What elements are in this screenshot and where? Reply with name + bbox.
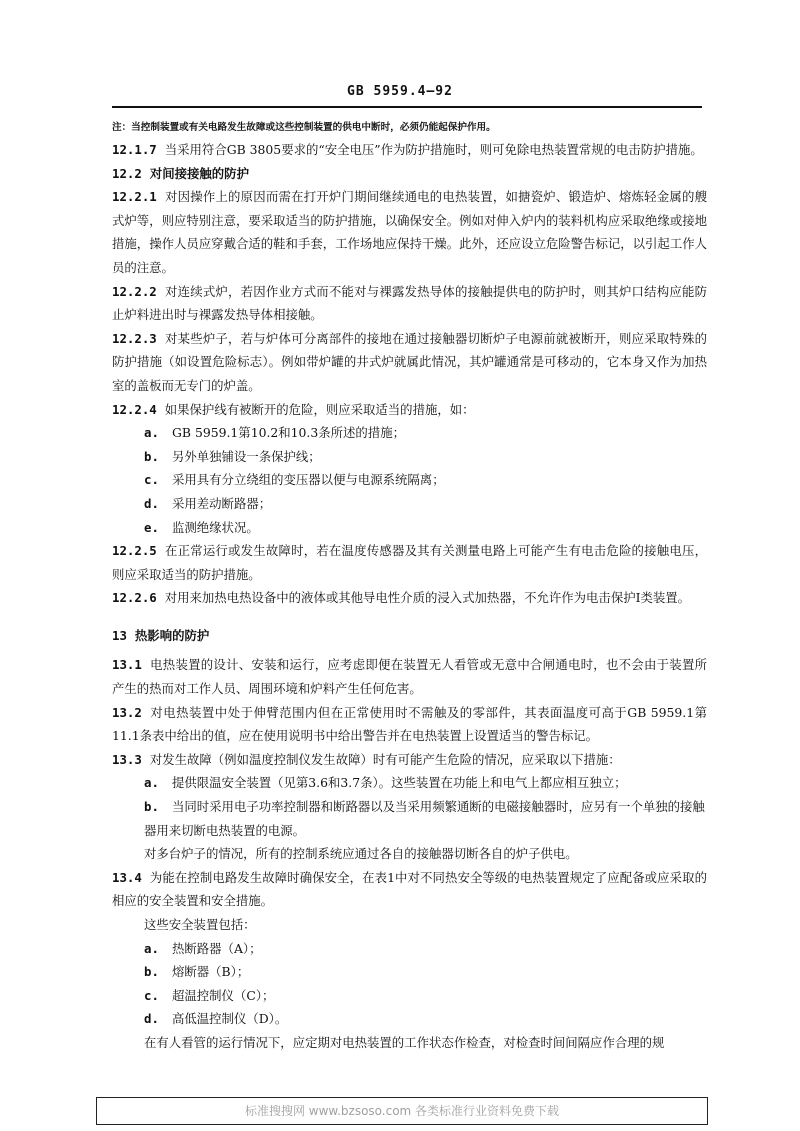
clause-number: 13.3	[112, 751, 142, 767]
item-text: GB 5959.1第10.2和10.3条所述的措施；	[172, 425, 405, 441]
clause-12-1-7	[112, 138, 707, 162]
clause-number: 12.2.1	[112, 189, 157, 205]
clause-text: 对连续式炉，若因作业方式而不能对与裸露发热导体的接触提供电的防护时，则其炉口结构应能防止炉料进出时与裸露发热导体相接触。	[112, 283, 707, 323]
section-number: 13	[112, 627, 127, 643]
clause-12-2-6	[112, 586, 707, 610]
clause-13-3	[112, 748, 707, 772]
item-label: c.	[144, 987, 159, 1003]
list-item	[144, 421, 707, 445]
list-item	[144, 492, 707, 516]
note-text: 注：当控制装置或有关电路发生故障或这些控制装置的供电中断时，必须仍能起保护作用。	[112, 122, 496, 133]
clause-number: 13.2	[112, 704, 142, 720]
list-item	[144, 516, 707, 540]
list-item	[144, 795, 707, 842]
clause-number: 12.2.2	[112, 283, 157, 299]
item-text: 超温控制仪（C）；	[172, 987, 275, 1003]
item-label: b.	[144, 448, 159, 464]
clause-number: 13.4	[112, 869, 142, 885]
item-label: b.	[144, 799, 159, 815]
item-text: 采用差动断路器；	[172, 495, 272, 511]
list-item	[144, 960, 707, 984]
section-13-heading	[112, 624, 707, 648]
item-text: 监测绝缘状况。	[172, 519, 259, 535]
list-item	[144, 468, 707, 492]
item-label: d.	[144, 495, 159, 511]
clause-number: 12.2.3	[112, 330, 157, 346]
item-text: 提供限温安全装置（见第3.6和3.7条）。这些装置在功能上和电气上都应相互独立；	[172, 775, 627, 791]
clause-13-1	[112, 653, 707, 700]
item-text: 高低温控制仪（D）。	[172, 1011, 288, 1027]
item-label: d.	[144, 1011, 159, 1027]
item-label: e.	[144, 519, 159, 535]
clause-12-2-2	[112, 280, 707, 327]
item-text: 采用具有分立绕组的变压器以便与电源系统隔离；	[172, 472, 445, 488]
list-item	[144, 771, 707, 795]
item-label: a.	[144, 775, 159, 791]
item-text: 热断路器（A）；	[172, 940, 262, 956]
clause-text: 对发生故障（例如温度控制仪发生故障）时有可能产生危险的情况，应采取以下措施：	[149, 751, 621, 767]
clause-13-4-intro: 这些安全装置包括：	[144, 917, 256, 932]
clause-number: 13.1	[112, 657, 142, 673]
clause-number: 12.1.7	[112, 142, 157, 157]
clause-12-2	[112, 162, 707, 186]
clause-13-2	[112, 701, 707, 748]
clause-text: 为能在控制电路发生故障时确保安全，在表1中对不同热安全等级的电热装置规定了应配备或应采取的相应的安全装置和安全措施。	[112, 869, 707, 909]
item-label: c.	[144, 472, 159, 488]
list-item	[144, 937, 707, 961]
clause-12-2-5	[112, 539, 707, 586]
item-text: 另外单独铺设一条保护线；	[172, 448, 321, 464]
clause-number: 12.2.5	[112, 543, 157, 559]
clause-text: 对电热装置中处于伸臂范围内但在正常使用时不需触及的零部件，其表面温度可高于GB 5959.1第11.1条表中给出的值，应在使用说明书中给出警告并在电热装置上设置适当的警告标记。	[112, 704, 707, 744]
watermark-footer: 标准搜搜网 www.bzsoso.com 各类标准行业资料免费下载	[96, 1097, 708, 1125]
clause-text: 对因操作上的原因而需在打开炉门期间继续通电的电热装置，如搪瓷炉、锻造炉、熔炼轻金属的艘式炉等，则应特别注意，要采取适当的防护措施，以确保安全。例如对伸入炉内的装料机构应采取绝缘或接地措施，操作人员应穿戴合适的鞋和手套，工作场地应保持干燥。此外，还应设立危险警告标记，以引起工作人员的注意。	[112, 189, 707, 275]
clause-text: 当采用符合GB 3805要求的“安全电压”作为防护措施时，则可免除电热装置常规的电击防护措施。	[164, 142, 703, 157]
item-label: b.	[144, 964, 159, 980]
clause-text: 在正常运行或发生故障时，若在温度传感器及其有关测量电路上可能产生有电击危险的接触电压，则应采取适当的防护措施。	[112, 543, 707, 582]
list-item	[144, 984, 707, 1008]
clause-text: 对用来加热电热设备中的液体或其他导电性介质的浸入式加热器，不允许作为电击保护Ⅰ类装置。	[164, 590, 691, 606]
page-body	[112, 118, 707, 1055]
clause-text: 如果保护线有被断开的危险，则应采取适当的措施，如：	[164, 401, 475, 417]
clause-heading: 对间接接触的防护	[149, 165, 249, 181]
clause-12-2-3	[112, 327, 707, 398]
clause-number: 12.2.6	[112, 590, 157, 606]
section-title: 热影响的防护	[134, 627, 210, 643]
list-item	[144, 445, 707, 469]
item-label: a.	[144, 940, 159, 956]
clause-12-2-4	[112, 398, 707, 422]
header-rule	[112, 106, 702, 108]
clause-text: 电热装置的设计、安装和运行，应考虑即便在装置无人看管或无意中合闸通电时，也不会由于装置所产生的热而对工作人员、周围环境和炉料产生任何危害。	[112, 657, 707, 697]
clause-12-2-1	[112, 185, 707, 279]
clause-number: 12.2	[112, 165, 142, 181]
item-label: a.	[144, 425, 159, 441]
clause-13-3-tail: 对多台炉子的情况，所有的控制系统应通过各自的接触器切断各自的炉子供电。	[144, 846, 578, 862]
clause-text: 对某些炉子，若与炉体可分离部件的接地在通过接触器切断炉子电源前就被断开，则应采取特殊的防护措施（如设置危险标志）。例如带炉罐的井式炉就属此情况，其炉罐通常是可移动的，它本身又作为加热室的盖板而无专门的炉盖。	[112, 330, 707, 393]
item-text: 熔断器（B）；	[172, 964, 250, 980]
item-text: 当同时采用电子功率控制器和断路器以及当采用频繁通断的电磁接触器时，应另有一个单独的接触器用来切断电热装置的电源。	[144, 799, 705, 838]
clause-number: 12.2.4	[112, 401, 157, 417]
clause-13-4	[112, 866, 707, 913]
clause-13-4-tail: 在有人看管的运行情况下，应定期对电热装置的工作状态作检查，对检查时间间隔应作合理的规	[144, 1034, 665, 1050]
list-item	[144, 1007, 707, 1031]
document-code-header: GB 5959.4—92	[347, 84, 453, 99]
